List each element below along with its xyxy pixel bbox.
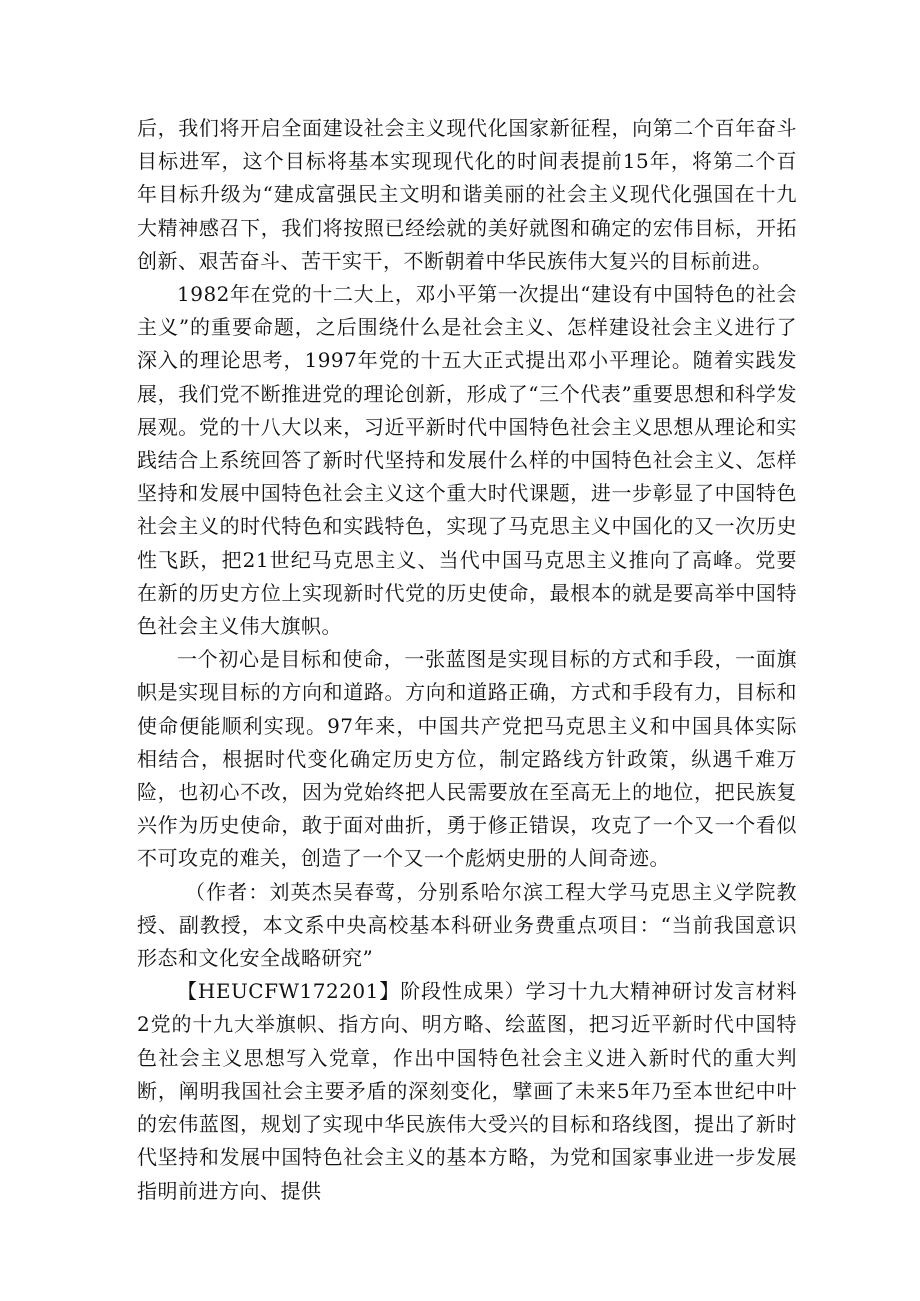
paragraph-3: 一个初心是目标和使命，一张蓝图是实现目标的方式和手段，一面旗帜是实现目标的方向和道路。方向和道路正确，方式和手段有力，目标和使命便能顺利实现。97年来，中国共产党把马克思主义和中国具体实际相结合，根据时代变化确定历史方位，制定路线方针政策，纵遇千难万险，也初心不改，因为党始终把人民需要放在至高无上的地位，把民族复兴作为历史使命，敢于面对曲折，勇于修正错误，攻克了一个又一个看似不可攻克的难关，创造了一个又一个彪炳史册的人间奇迹。 — [137, 647, 797, 871]
paragraph-1: 后，我们将开启全面建设社会主义现代化国家新征程，向第二个百年奋斗目标进军，这个目标将基本实现现代化的时间表提前15年，将第二个百年目标升级为“建成富强民主文明和谐美丽的社会主义现代化强国在十九大精神感召下，我们将按照已经绘就的美好就图和确定的宏伟目标，开拓创新、艰苦奋斗、苦干实干，不断朝着中华民族伟大复兴的目标前进。 — [137, 116, 797, 273]
paragraph-5: 【HEUCFW172201】阶段性成果）学习十九大精神研讨发言材料2党的十九大举旗帜、指方向、明方略、绘蓝图，把习近平新时代中国特色社会主义思想写入党章，作出中国特色社会主义进入新时代的重大判断，阐明我国社会主要矛盾的深刻变化，擘画了未来5年乃至本世纪中叶的宏伟蓝图，规划了实现中华民族伟大受兴的目标和珞线图，提出了新时代坚持和发展中国特色社会主义的基本方略，为党和国家事业进一步发展指明前进方向、提供 — [137, 979, 797, 1203]
paragraph-2: 1982年在党的十二大上，邓小平第一次提出“建设有中国特色的社会主义”的重要命题，之后围绕什么是社会主义、怎样建设社会主义进行了深入的理论思考，1997年党的十五大正式提出邓小平理论。随着实践发展，我们党不断推进党的理论创新，形成了“三个代表”重要思想和科学发展观。党的十八大以来，习近平新时代中国特色社会主义思想从理论和实践结合上系统回答了新时代坚持和发展什么样的中国特色社会主义、怎样坚持和发展中国特色社会主义这个重大时代课题，进一步彰显了中国特色社会主义的时代特色和实践特色，实现了马克思主义中国化的又一次历史性飞跃，把21世纪马克思主义、当代中国马克思主义推向了高峰。党要在新的历史方位上实现新时代党的历史使命，最根本的就是要高举中国特色社会主义伟大旗帜。 — [137, 282, 797, 639]
author-note: （作者：刘英杰吴春莺，分别系哈尔滨工程大学马克思主义学院教授、副教授，本文系中央高校基本科研业务费重点项目：“当前我国意识形态和文化安全战略研究” — [137, 879, 797, 971]
document-body — [137, 112, 797, 1208]
